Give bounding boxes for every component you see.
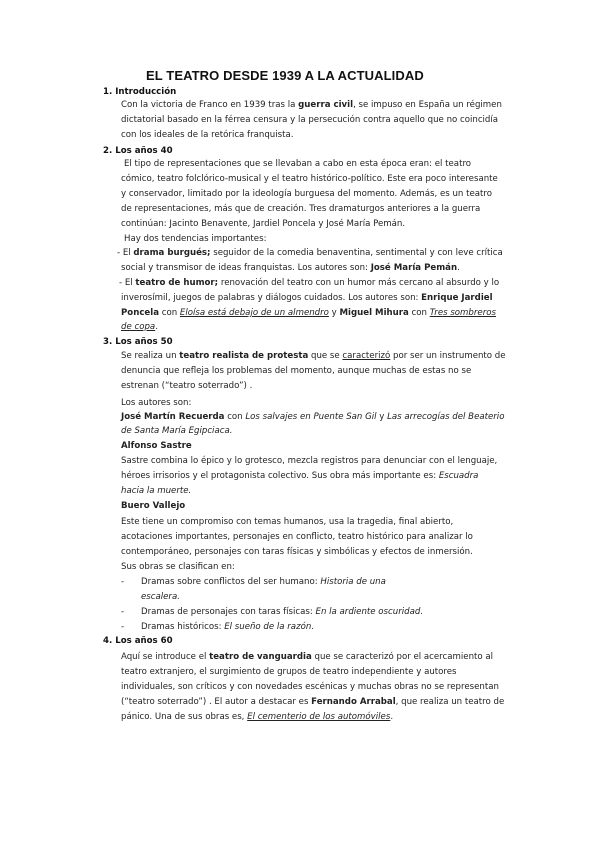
paragraph-line: Hay dos tendencias importantes: — [124, 234, 267, 244]
paragraph-line: héroes irrisorios y el protagonista colectivo. Sus obra más importante es: Escuadra — [121, 471, 479, 481]
section-heading-anos-50: 3. Los años 50 — [103, 337, 173, 347]
paragraph-line: Se realiza un teatro realista de protesta que se caracterizó por ser un instrumento de — [121, 351, 506, 361]
work-title: Eloísa está debajo de un almendro — [179, 308, 329, 318]
work-title: Tres sombreros — [429, 308, 496, 318]
paragraph-line: dictatorial basado en la férrea censura y la persecución contra aquello que no coincidía — [121, 115, 499, 125]
list-item: Dramas sobre conflictos del ser humano: Historia de una — [141, 577, 386, 587]
paragraph-line: Poncela con Eloísa está debajo de un almendro y Miguel Mihura con Tres sombreros — [121, 308, 496, 318]
paragraph-line: El tipo de representaciones que se llevaban a cabo en esta época eran: el teatro — [124, 159, 472, 169]
paragraph-line: hacia la muerte. — [121, 486, 192, 496]
paragraph-line: individuales, son críticos y con novedades escénicas y muchas obras no se representan — [121, 682, 499, 692]
paragraph-line: (“teatro soterrado”) . El autor a destacar es Fernando Arrabal, que realiza un teatro de — [121, 697, 505, 707]
paragraph-line: Sus obras se clasifican en: — [121, 562, 235, 572]
list-item: Dramas históricos: El sueño de la razón. — [141, 622, 315, 632]
work-title: de copa — [121, 322, 156, 332]
paragraph-line: de Santa María Egipciaca. — [121, 426, 233, 436]
section-heading-introduccion: 1. Introducción — [103, 87, 177, 97]
list-item-continuation: escalera. — [141, 592, 180, 602]
list-item: Dramas de personajes con taras físicas: En la ardiente oscuridad. — [141, 607, 424, 617]
paragraph-line: acotaciones importantes, personajes en conflicto, teatro histórico para analizar lo — [121, 532, 473, 542]
list-dash: - — [121, 577, 125, 587]
paragraph-line: contemporáneo, personajes con taras físicas y simbólicas y efectos de inmersión. — [121, 547, 473, 557]
paragraph-line: denuncia que refleja los problemas del momento, aunque muchas de estas no se — [121, 366, 472, 376]
document-title: EL TEATRO DESDE 1939 A LA ACTUALIDAD — [146, 68, 424, 83]
list-dash: - — [121, 622, 125, 632]
paragraph-line: José Martín Recuerda con Los salvajes en Puente San Gil y Las arrecogías del Beaterio — [121, 412, 505, 422]
paragraph-line: Con la victoria de Franco en 1939 tras la guerra civil, se impuso en España un régimen — [121, 100, 502, 110]
paragraph-line: - El teatro de humor; renovación del teatro con un humor más cercano al absurdo y lo — [119, 278, 500, 288]
paragraph-line: social y transmisor de ideas franquistas. Los autores son: José María Pemán. — [121, 263, 460, 273]
paragraph-line: pánico. Una de sus obras es, El cementerio de los automóviles. — [121, 712, 394, 722]
paragraph-line: - El drama burgués; seguidor de la comedia benaventina, sentimental y con leve crítica — [117, 248, 503, 258]
paragraph-line: Los autores son: — [121, 398, 192, 408]
paragraph-line: Sastre combina lo épico y lo grotesco, mezcla registros para denunciar con el lenguaje, — [121, 456, 498, 466]
paragraph-line: cómico, teatro folclórico-musical y el teatro histórico-político. Este era poco interesante — [121, 174, 498, 184]
paragraph-line: y conservador, limitado por la ideología burguesa del momento. Además, es un teatro — [121, 189, 493, 199]
paragraph-line: teatro extranjero, el surgimiento de grupos de teatro independiente y autores — [121, 667, 457, 677]
paragraph-line: continúan: Jacinto Benavente, Jardiel Poncela y José María Pemán. — [121, 219, 406, 229]
author-heading-buero: Buero Vallejo — [121, 501, 186, 511]
paragraph-line: Aquí se introduce el teatro de vanguardia que se caracterizó por el acercamiento al — [121, 652, 494, 662]
paragraph-line: con los ideales de la retórica franquista. — [121, 130, 294, 140]
paragraph-line: inverosímil, juegos de palabras y diálogos cuidados. Los autores son: Enrique Jardiel — [121, 293, 493, 303]
author-heading-sastre: Alfonso Sastre — [121, 441, 192, 451]
paragraph-line: estrenan (“teatro soterrado”) . — [121, 381, 253, 391]
paragraph-line: Este tiene un compromiso con temas humanos, usa la tragedia, final abierto, — [121, 517, 454, 527]
section-heading-anos-40: 2. Los años 40 — [103, 146, 173, 156]
paragraph-line: de copa. — [121, 322, 158, 332]
section-heading-anos-60: 4. Los años 60 — [103, 636, 173, 646]
paragraph-line: de representaciones, más que de creación. Tres dramaturgos anteriores a la guerra — [121, 204, 481, 214]
list-dash: - — [121, 607, 125, 617]
work-title: El cementerio de los automóviles — [247, 712, 391, 722]
